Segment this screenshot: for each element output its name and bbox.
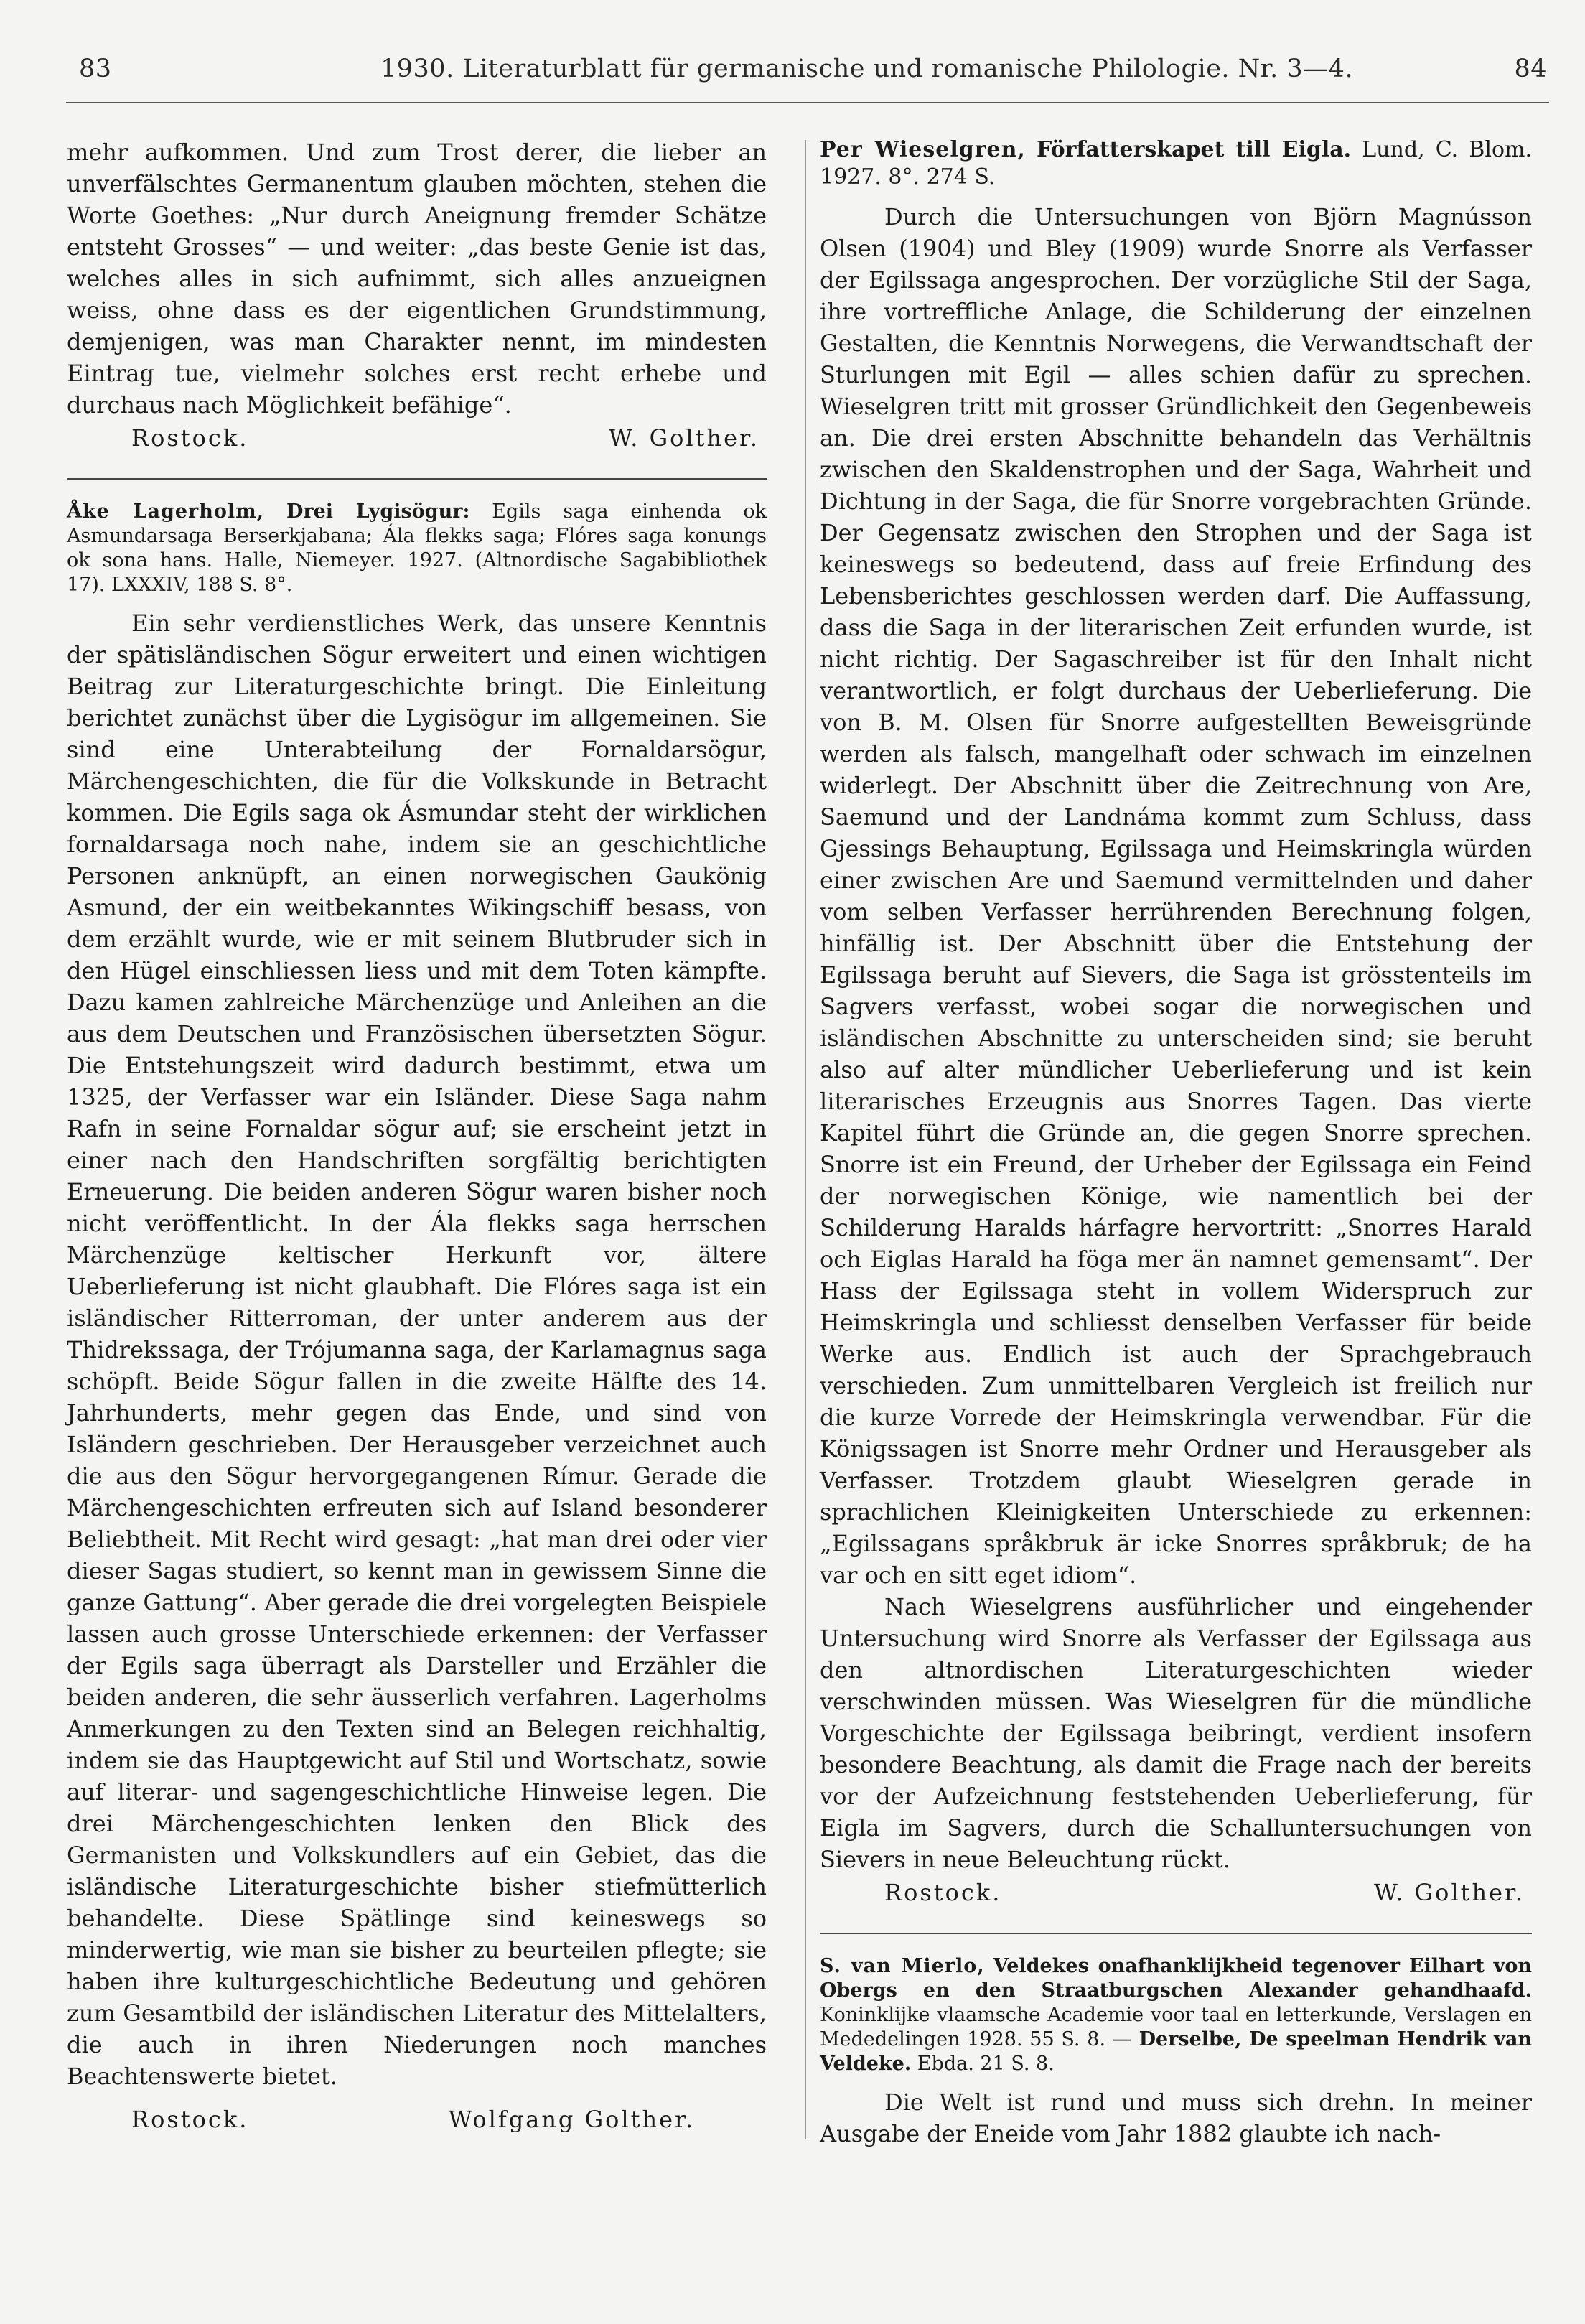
signature-name: Wolfgang Golther. bbox=[448, 2106, 695, 2133]
review-body: Ein sehr verdienstliches Werk, das unsere Kenntnis der spätisländischen Sögur erweitert und einen wichtigen Beitrag zur Literaturgeschichte bringt. Die Einleitung berichtet zunächst über die Lygisögur im allgemeinen. Sie sind eine Unterabteilung der Fornaldarsögur, Märchengeschichten, die für die Volkskunde in Betracht kommen. Die Egils saga ok Ásmundar steht der wirklichen fornaldarsaga noch nahe, indem sie an geschichtliche Personen anknüpft, an einen norwegischen Gaukönig Asmund, der ein weitbekanntes Wikingschiff besass, von dem erzählt wurde, wie er mit seinem Blutbruder sich in den Hügel einschliessen liess und mit dem Toten kämpfte. Dazu kamen zahlreiche Märchenzüge und Anleihen an die aus dem Deutschen und Französischen übersetzten Sögur. Die Entstehungszeit wird dadurch bestimmt, etwa um 1325, der Verfasser war ein Isländer. Diese Saga nahm Rafn in seine Fornaldar sögur auf; sie erscheint jetzt in einer nach den Handschriften sorgfältig berichtigten Erneuerung. Die beiden anderen Sögur waren bisher noch nicht veröffentlicht. In der Ála flekks saga herrschen Märchenzüge keltischer Herkunft vor, ältere Ueberlieferung ist nicht glaubhaft. Die Flóres saga ist ein isländischer Ritterroman, der unter anderem aus der Thidrekssaga, der Trójumanna saga, der Karlamagnus saga schöpft. Beide Sögur fallen in die zweite Hälfte des 14. Jahrhunderts, mehr gegen das Ende, und sind von Isländern geschrieben. Der Herausgeber verzeichnet auch die aus den Sögur hervorgegangenen Rímur. Gerade die Märchengeschichten erfreuten sich auf Island besonderer Beliebtheit. Mit Recht wird gesagt: „hat man drei oder vier dieser Sagas studiert, so kennt man in gewissem Sinne die ganze Gattung“. Aber gerade die drei vorgelegten Beispiele lassen auch grosse Unterschiede erkennen: der Verfasser der Egils saga überragt als Darsteller und Erzähler die beiden anderen, die sehr äusserlich verfahren. Lagerholms Anmerkungen zu den Texten sind an Belegen reichhaltig, indem sie das Hauptgewicht auf Stil und Wortschatz, sowie auf literar- und sagengeschichtliche Hinweise legen. Die drei Märchengeschichten lenken den Blick des Germanisten und Volkskundlers auf ein Gebiet, das die isländische Literaturgeschichte bisher stiefmütterlich behandelte. Diese Spätlinge sind keineswegs so minderwertig, wie man sie bisher zu beurteilen pflegte; sie haben ihre kulturgeschichtliche Bedeutung und gehören zum Gesamtbild der isländischen Literatur des Mittelalters, die auch in ihren Niederungen noch manches Beachtenswerte bietet. bbox=[67, 610, 767, 2090]
review-book-title: Drei Lygisögur: bbox=[286, 500, 470, 523]
review-heading-lagerholm bbox=[67, 500, 767, 597]
header-rule bbox=[66, 102, 1549, 103]
running-head bbox=[79, 45, 1547, 95]
signature-block-2 bbox=[67, 2104, 767, 2135]
signature-place: Rostock. bbox=[131, 2106, 249, 2133]
signature-block-1 bbox=[67, 422, 767, 454]
page-number-right: 84 bbox=[1514, 55, 1547, 83]
column-divider bbox=[805, 140, 806, 2139]
review-separator bbox=[67, 478, 767, 480]
signature-block-3 bbox=[820, 1877, 1532, 1908]
review-publication-2: Ebda. 21 S. 8. bbox=[917, 2053, 1055, 2075]
review-publication: Koninklijke vlaamsche Academie voor taal en letterkunde, Verslagen en Mededelingen 1928. 55 S. 8. — bbox=[820, 2004, 1532, 2050]
signature-place: Rostock. bbox=[884, 1879, 1002, 1906]
right-column bbox=[820, 136, 1532, 2150]
journal-title: 1930. Literaturblatt für germanische und romanische Philologie. Nr. 3—4. bbox=[380, 55, 1354, 83]
continuation-paragraph: mehr aufkommen. Und zum Trost derer, die lieber an unverfälschtes Germanentum glauben möchten, stehen die Worte Goethes: „Nur durch Aneignung fremder Schätze entsteht Grosses“ — und weiter: „das beste Genie ist das, welches alles in sich aufnimmt, sich alles anzueignen weiss, ohne dass es der eigentlichen Grundstimmung, demjenigen, was man Charakter nennt, im mindesten Eintrag tue, vielmehr solches erst recht erhebe und durchaus nach Möglichkeit befähige“. bbox=[67, 139, 767, 419]
review-body: Die Welt ist rund und muss sich drehn. In meiner Ausgabe der Eneide vom Jahr 1882 glaubte ich nach- bbox=[820, 2089, 1532, 2147]
signature-name: W. Golther. bbox=[608, 424, 759, 452]
review-separator bbox=[820, 1933, 1532, 1934]
signature-place: Rostock. bbox=[131, 424, 249, 452]
review-book-title-2: Derselbe, De speelman Hendrik van Veldeke. bbox=[820, 2028, 1532, 2075]
review-publication: Egils saga einhenda ok Asmundarsaga Berserkjabana; Ála flekks saga; Flóres saga konungs ok sona hans. Halle, Niemeyer. 1927. (Altnordische Sagabibliothek 17). LXXXIV, 188 S. 8°. bbox=[67, 500, 767, 596]
page-number-left: 83 bbox=[79, 55, 112, 83]
review-heading-wieselgren bbox=[820, 136, 1532, 191]
review-author: Per Wieselgren, bbox=[820, 137, 1026, 162]
signature-name: W. Golther. bbox=[1373, 1879, 1525, 1906]
review-author: S. van Mierlo, bbox=[820, 1955, 985, 1977]
left-column bbox=[67, 136, 767, 2135]
review-body: Durch die Untersuchungen von Björn Magnússon Olsen (1904) und Bley (1909) wurde Snorre als Verfasser der Egilssaga angesprochen. Der vorzügliche Stil der Saga, ihre vortreffliche Anlage, die Schilderung der einzelnen Gestalten, die Kenntnis Norwegens, die Verwandtschaft der Sturlungen mit Egil — alles schien dafür zu sprechen. Wieselgren tritt mit grosser Gründlichkeit den Gegenbeweis an. Die drei ersten Abschnitte behandeln das Verhältnis zwischen den Skaldenstrophen und der Saga, Wahrheit und Dichtung in der Saga, die für Snorre vorgebrachten Gründe. Der Gegensatz zwischen den Strophen und der Saga ist keineswegs so bedeutend, dass auf freie Erfindung des Lebensberichtes geschlossen werden darf. Die Auffassung, dass die Saga in der literarischen Zeit erfunden wurde, ist nicht richtig. Der Sagaschreiber ist für den Inhalt nicht verantwortlich, er folgt durchaus der Ueberlieferung. Die von B. M. Olsen für Snorre aufgestellten Beweisgründe werden als falsch, mangelhaft oder schwach im einzelnen widerlegt. Der Abschnitt über die Zeitrechnung von Are, Saemund und der Landnáma kommt zum Schluss, dass Gjessings Behauptung, Egilssaga und Heimskringla würden einer zwischen Are und Saemund vermittelnden und daher vom selben Verfasser herrührenden Berechnung folgen, hinfällig ist. Der Abschnitt über die Entstehung der Egilssaga beruht auf Sievers, die Saga ist grösstenteils im Sagvers verfasst, wobei sogar die norwegischen und isländischen Abschnitte zu unterscheiden sind; sie beruht also auf alter mündlicher Ueberlieferung und ist kein literarisches Erzeugnis aus Snorres Tagen. Das vierte Kapitel führt die Gründe an, die gegen Snorre sprechen. Snorre ist ein Freund, der Urheber der Egilssaga ein Feind der norwegischen Könige, wie namentlich bei der Schilderung Haralds hárfagre hervortritt: „Snorres Harald och Eiglas Harald ha föga mer än namnet gemensamt“. Der Hass der Egilssaga steht in vollem Widerspruch zur Heimskringla und schliesst denselben Verfasser für beide Werke aus. Endlich ist auch der Sprachgebrauch verschieden. Zum unmittelbaren Vergleich ist freilich nur die kurze Vorrede der Heimskringla verwendbar. Für die Königssagen ist Snorre mehr Ordner und Herausgeber als Verfasser. Trotzdem glaubt Wieselgren gerade in sprachlichen Kleinigkeiten Unterschiede zu erkennen: „Egilssagans språkbruk är icke Snorres språkbruk; de ha var och en sitt eget idiom“. bbox=[820, 203, 1532, 1589]
review-body-2: Nach Wieselgrens ausführlicher und eingehender Untersuchung wird Snorre als Verfasser der Egilssaga aus den altnordischen Literaturgeschichten wieder verschwinden müssen. Was Wieselgren für die mündliche Vorgeschichte der Egilssaga beibringt, verdient insofern besondere Beachtung, als damit die Frage nach der bereits vor der Aufzeichnung feststehenden Ueberlieferung, für Eigla im Sagvers, durch die Schalluntersuchungen von Sievers in neue Beleuchtung rückt. bbox=[820, 1593, 1532, 1873]
review-heading-van-mierlo bbox=[820, 1954, 1532, 2076]
review-book-title: Författerskapet till Eigla. bbox=[1037, 137, 1352, 162]
review-publication: Lund, C. Blom. 1927. 8°. 274 S. bbox=[820, 137, 1532, 190]
review-book-title: Veldekes onafhanklijkheid tegenover Eilhart von Obergs en den Straatburgschen Alexander gehandhaafd. bbox=[820, 1955, 1532, 2002]
review-author: Åke Lagerholm, bbox=[67, 500, 265, 523]
